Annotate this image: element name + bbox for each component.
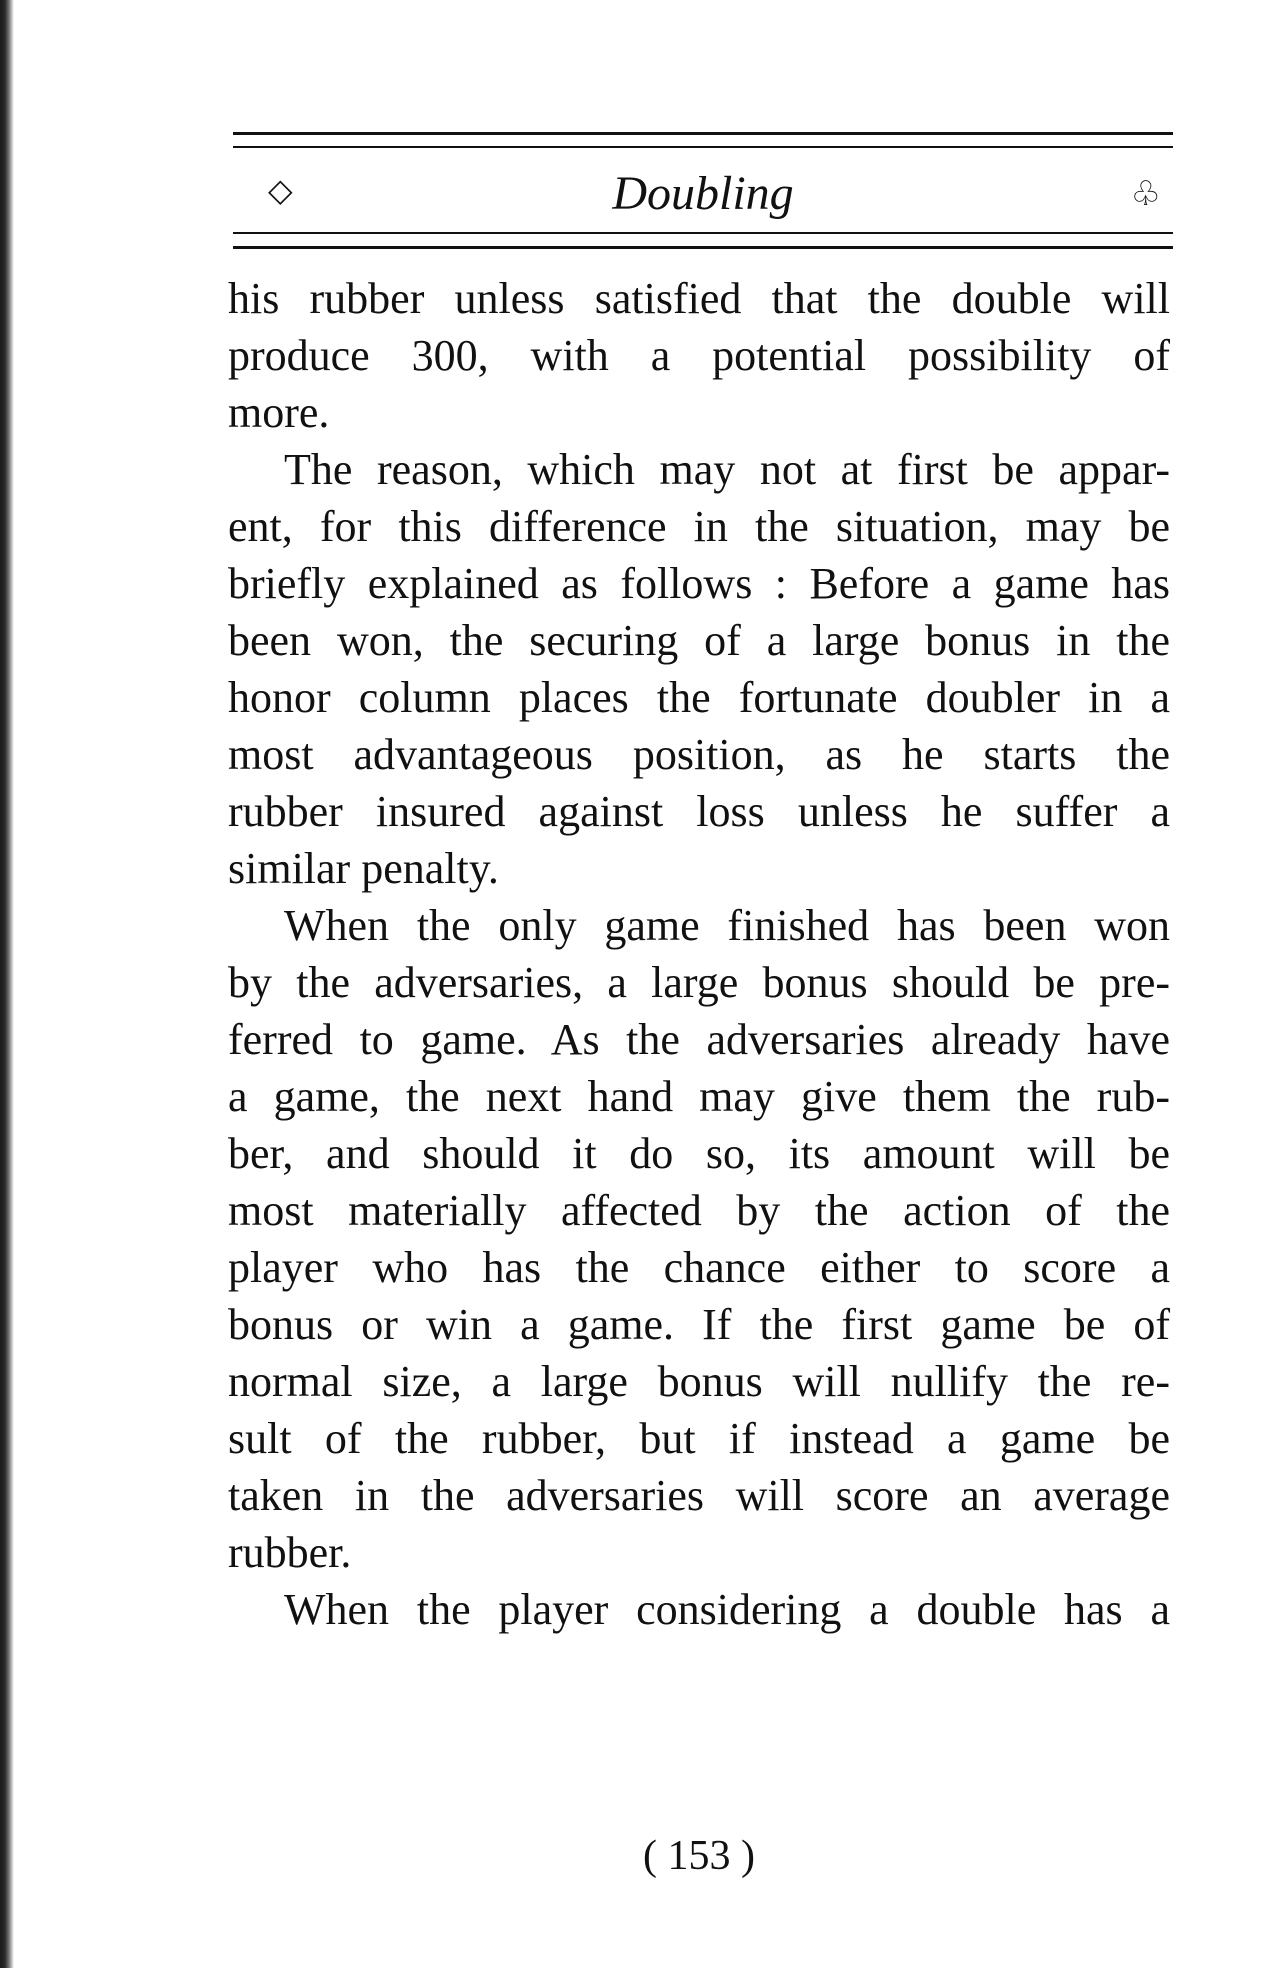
text-line: similar penalty. <box>228 844 499 893</box>
text-line: taken in the adversaries will score an average <box>228 1471 1170 1520</box>
text-line: most materially affected by the action of the <box>228 1186 1170 1235</box>
page-number: ( 153 ) <box>643 1833 755 1879</box>
text-line: sult of the rubber, but if instead a game be <box>228 1414 1170 1463</box>
text-line: briefly explained as follows : Before a game has <box>228 559 1170 608</box>
diamond-icon: ◇ <box>268 171 293 209</box>
text-line: honor column places the fortunate doubler in a <box>228 673 1170 722</box>
text-line: ent, for this difference in the situation, may be <box>228 502 1170 551</box>
text-line: The reason, which may not at first be appar- <box>284 445 1170 494</box>
page-binding-edge <box>0 0 14 1968</box>
text-line: a game, the next hand may give them the rub- <box>228 1072 1170 1121</box>
header-rule-bottom <box>233 246 1173 249</box>
text-line: player who has the chance either to score a <box>228 1243 1170 1292</box>
text-line: by the adversaries, a large bonus should be pre- <box>228 958 1170 1007</box>
text-line: normal size, a large bonus will nullify the re- <box>228 1357 1170 1406</box>
text-line: ber, and should it do so, its amount will be <box>228 1129 1170 1178</box>
text-line: rubber insured against loss unless he suffer a <box>228 787 1170 836</box>
header-rule-bottom-inner <box>233 232 1173 234</box>
text-line: ferred to game. As the adversaries already have <box>228 1015 1170 1064</box>
text-line: rubber. <box>228 1528 352 1577</box>
text-line: most advantageous position, as he starts the <box>228 730 1170 779</box>
text-line: been won, the securing of a large bonus in the <box>228 616 1170 665</box>
header-rule-top <box>233 132 1173 135</box>
club-icon: ♧ <box>1130 174 1161 214</box>
text-line: When the only game finished has been won <box>284 901 1170 950</box>
text-line: more. <box>228 388 330 437</box>
text-line: When the player considering a double has a <box>284 1585 1170 1634</box>
page-title: Doubling <box>612 167 794 220</box>
text-line: bonus or win a game. If the first game be of <box>228 1300 1170 1349</box>
running-header <box>233 128 1173 258</box>
text-line: his rubber unless satisfied that the double will <box>228 274 1170 323</box>
header-rule-top-inner <box>233 146 1173 148</box>
text-line: produce 300, with a potential possibility of <box>228 331 1170 380</box>
body-text <box>228 270 1170 1638</box>
